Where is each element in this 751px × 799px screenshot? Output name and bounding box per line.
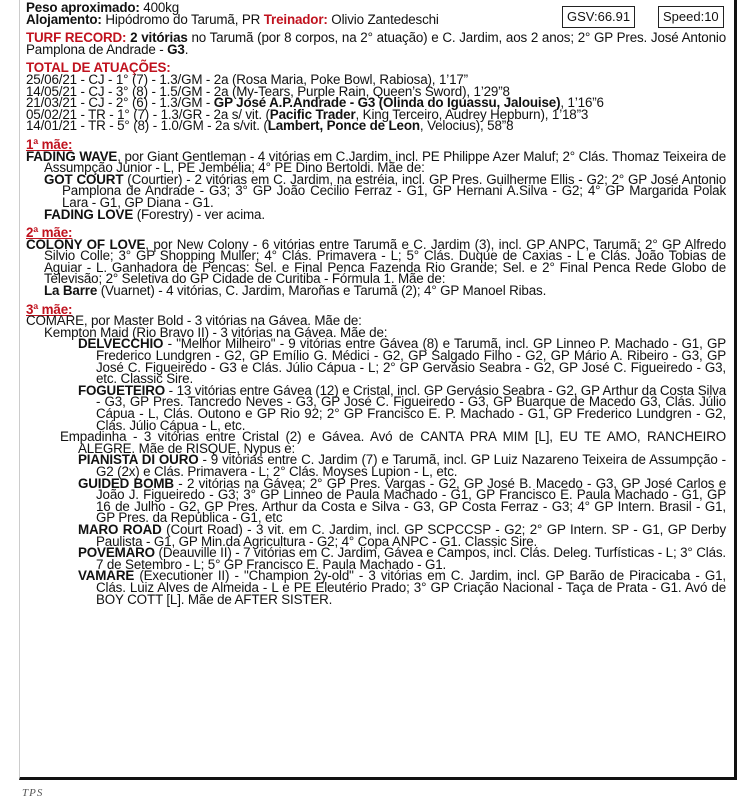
turf-record-text: no Tarumã (por 8 corpos, na 2° atuação) e C. Jardim, aos 2 anos; 2° GP Pres. José Antonio Pamplona de Andrade - xyxy=(26,30,727,57)
turf-record-label: TURF RECORD: xyxy=(26,30,127,46)
dam3-entry xyxy=(26,336,726,387)
dam3-kempton: Kempton Maid (Rio Bravo II) - 3 vitórias na Gávea. Mãe de: xyxy=(44,324,388,340)
footer-mark: TPS xyxy=(22,787,44,799)
performances-list xyxy=(26,71,726,134)
turf-record xyxy=(26,32,726,55)
performance-text: 25/06/21 - CJ - 1° (7) - 1.3/GM - 2a (Rosa Maria, Poke Bowl, Rabiosa), 1’17” xyxy=(26,71,468,87)
dam3-entry-name: POVEMARO xyxy=(78,545,155,561)
dam1-offspring xyxy=(26,171,726,210)
weight-label: Peso aproximado: xyxy=(26,0,140,15)
dam1-section xyxy=(26,136,726,222)
dam3-entry xyxy=(26,431,726,454)
performance-bold: Lambert, Ponce de Leon xyxy=(267,118,420,134)
turf-record-grade: G3 xyxy=(167,41,185,57)
dam1-offspring-text: (Courtier) - 2 vitórias em C. Jardim, na estréia, incl. GP Pres. Guilherme Ellis - G2; 2° GP José Antonio Pamplona de Andrade - G3; 3° GP João Cecilio Ferraz - G1, GP Hernani A.Silva - G2; 4° GP Margarida Polak Lara - G1, GP Diana - G1. xyxy=(62,171,726,210)
dam3-entry-text: Empadinha - 3 vitórias entre Cristal (2) e Gávea. Avó de CANTA PRA MIM [L], EU TE AMO, RANCHEIRO ALEGRE. Mãe de RISQUE, Nypus e: xyxy=(60,429,726,456)
dam3-entry-text: - "Melhor Milheiro" - 9 vitórias entre Gávea (8) e Tarumã, incl. GP Linneo P. Machado - G1, GP Frederico Lundgren - G2, GP Emílio G. Médici - G2, GP Salgado Filho - G2, GP Mário A. Ribeiro - G3, GP José C. Figueiredo - G3 e Clás. Júlio Cápua - L; 2° GP Gervásio Seabra - G2, GP José C. Figueiredo - G3, etc. Classic Sire. xyxy=(96,336,726,387)
speed-badge: Speed:10 xyxy=(658,6,724,28)
performances-section xyxy=(26,62,726,132)
performance-text: , King Terceiro, Audrey Hepburn), 1’18”3 xyxy=(355,106,589,122)
dam1-offspring-name: GOT COURT xyxy=(44,171,124,187)
dam2-offspring xyxy=(26,285,726,297)
performance-text: , 1’16”6 xyxy=(560,95,604,111)
dam1-offspring-name: FADING LOVE xyxy=(44,206,134,222)
document-content xyxy=(26,2,726,605)
performance-bold: GP José A.P.Andrade - G3 (Olinda do Iguassu, Jalouise) xyxy=(213,95,561,111)
dam3-entry-name: VAMARE xyxy=(78,568,135,584)
gsv-badge: GSV:66.91 xyxy=(562,6,635,28)
dam3-entries xyxy=(26,338,726,605)
dam1-name: FADING WAVE xyxy=(26,148,118,164)
dam2-desc: , por New Colony - 6 vitórias entre Tarumã e C. Jardim (3), incl. GP ANPC, Tarumã; 2° GP Alfredo Silvio Colle; 3° GP Shopping Muller; 4° Clás. Primavera - L; 5° Clás. Duque de Caxias - L e Clás. João Tobias de Aguiar - L. Ganhadora de Pencas: Sel. e Final Penca Fazenda Rio Grande; Sel. e 2° Final Penca Rede Globo de Televisão; 2° Seletiva do GP Cidade de Curitiba - Fórmula 1. Mãe de: xyxy=(44,236,726,287)
performances-title: TOTAL DE ATUAÇÕES: xyxy=(26,60,171,76)
dam3-entry-text: - 9 vitórias entre C. Jardim (7) e Tarumã, incl. GP Luiz Nazareno Teixeira de Assumpção - G2 (2x) e Clás. Primavera - L; 2° Clás. Moyses Lupion - L, etc. xyxy=(96,452,726,479)
performance-bold: Pacific Trader xyxy=(269,106,356,122)
dam3-entry-name: GUIDED BOMB xyxy=(78,475,174,491)
dam1-offspring-text: (Forestry) - ver acima. xyxy=(133,206,265,222)
dam2-section xyxy=(26,227,726,297)
dam3-entry xyxy=(26,547,726,570)
performance-text: , Velocius), 58”8 xyxy=(419,118,514,134)
dam3-entry-text: - 2 vitórias na Gávea; 2° GP Pres. Vargas - G2, GP José B. Macedo - G3, GP José Carlos e João J. Figueiredo - G3; 3° GP Linneo de Paula Machado - G1, GP Francisco E. Paula Machado - G1, GP 16 de Julho - G2, GP Pres. Arthur da Costa e Silva - G3, GP Costa Ferraz - G3; 4° GP Intern. Brasil - G1, GP Pres. da República - G1, etc xyxy=(96,475,726,526)
stable-value: Hipódromo do Tarumã, PR xyxy=(105,11,261,27)
dam2-offspring-text: (Vuarnet) - 4 vitórias, C. Jardim, Maroñas e Tarumã (2); 4° GP Manoel Ribas. xyxy=(97,283,547,299)
dam3-entry-text: (Deauville II) - 7 vitórias em C. Jardim, Gávea e Campos, incl. Clás. Deleg. Turfísticas - L; 3° Clás. 7 de Setembro - L; 5° GP Francisco E. Paula Machado - G1. xyxy=(96,545,726,572)
trainer-value: Olivio Zantedeschi xyxy=(331,11,439,27)
dam1-offspring xyxy=(26,206,726,222)
dam2-name: COLONY OF LOVE xyxy=(26,236,146,252)
dam3-entry xyxy=(26,521,726,549)
performance-text: 14/01/21 - TR - 5° (8) - 1.0/GM - 2a s/vit. ( xyxy=(26,118,268,134)
dam3-entry-text: - 13 vitórias entre Gávea (12) e Cristal, incl. GP Gervásio Seabra - G2, GP Arthur da Costa Silva - G3, GP Pres. Tancredo Neves - G3, GP José C. Figueiredo - G3, GP Buarque de Macedo G3, Clás. Júlio Cápua - L, Clás. Outono e GP Rio 92; 2° GP Francisco E. P. Machado - G1, GP Frederico Lundgren - G2, Clás. Júlio Cápua - L, etc. xyxy=(96,382,726,433)
dam3-title: 3ª mãe: xyxy=(26,301,73,317)
dam1-title: 1ª mãe: xyxy=(26,136,73,152)
performance-text: 21/03/21 - CJ - 2° (6) - 1.3/GM - xyxy=(26,95,214,111)
dam2-offspring-name: La Barre xyxy=(44,283,98,299)
dam3-section xyxy=(26,301,726,607)
weight-value: 400kg xyxy=(143,0,179,15)
dam2-text xyxy=(26,236,726,287)
dam1-desc: , por Giant Gentleman - 4 vitórias em C.Jardim, incl. PE Philippe Azer Maluf; 2° Clás. Thomaz Teixeira de Assumpção Junior - L, PE Jembélia; 4° PE Dino Bertoldi. Mãe de: xyxy=(44,148,726,176)
dam3-entry xyxy=(26,454,726,477)
performance-line xyxy=(26,120,726,132)
dam3-entry xyxy=(26,570,726,605)
dam3-entry xyxy=(26,382,726,433)
performance-text: 14/05/21 - CJ - 3° (8) - 1.5/GM - 2a (My-Tears, Purple Rain, Queen’s Sword), 1’29”8 xyxy=(26,83,510,99)
turf-record-end: . xyxy=(184,41,189,57)
dam3-entry-text: (Court Road) - 3 vit. em C. Jardim, incl. GP SCPCCSP - G2; 2° GP Intern. SP - G1, GP Derby Paulista - G1, GP Min.da Agricultura - G2; 4° Copa ANPC - G1. Classic Sire. xyxy=(96,521,726,549)
trainer-label: Treinador: xyxy=(263,11,328,27)
dam3-entry xyxy=(26,475,726,526)
dam3-entry-text: (Executioner II) - "Champion 2y-old" - 3 vitórias em C. Jardim, incl. GP Barão de Piracicaba - G1, Clás. Luiz Alves de Almeida - L e PE Eleutério Prado; 3° GP Criação Nacional - Taça de Prata - G1. Avó de BOY COTT [L]. Mãe de AFTER SISTER. xyxy=(96,568,726,607)
dam2-title: 2ª mãe: xyxy=(26,225,73,241)
dam3-intro: COMARE, por Master Bold - 3 vitórias na Gávea. Mãe de: xyxy=(26,313,362,329)
dam3-entry-name: FOGUETEIRO xyxy=(78,382,166,398)
performance-text: 05/02/21 - TR - 1° (7) - 1.3/GR - 2a s/ vit. ( xyxy=(26,106,270,122)
dam3-entry-name: DELVECCHIO xyxy=(78,336,164,352)
document-frame xyxy=(19,0,737,780)
stable-label: Alojamento: xyxy=(26,11,102,27)
turf-record-count: 2 vitórias xyxy=(130,30,188,46)
dam3-entry-name: PIANISTA DI OURO xyxy=(78,452,199,468)
dam1-text xyxy=(26,148,726,176)
dam3-entry-name: MARO ROAD xyxy=(78,521,162,537)
